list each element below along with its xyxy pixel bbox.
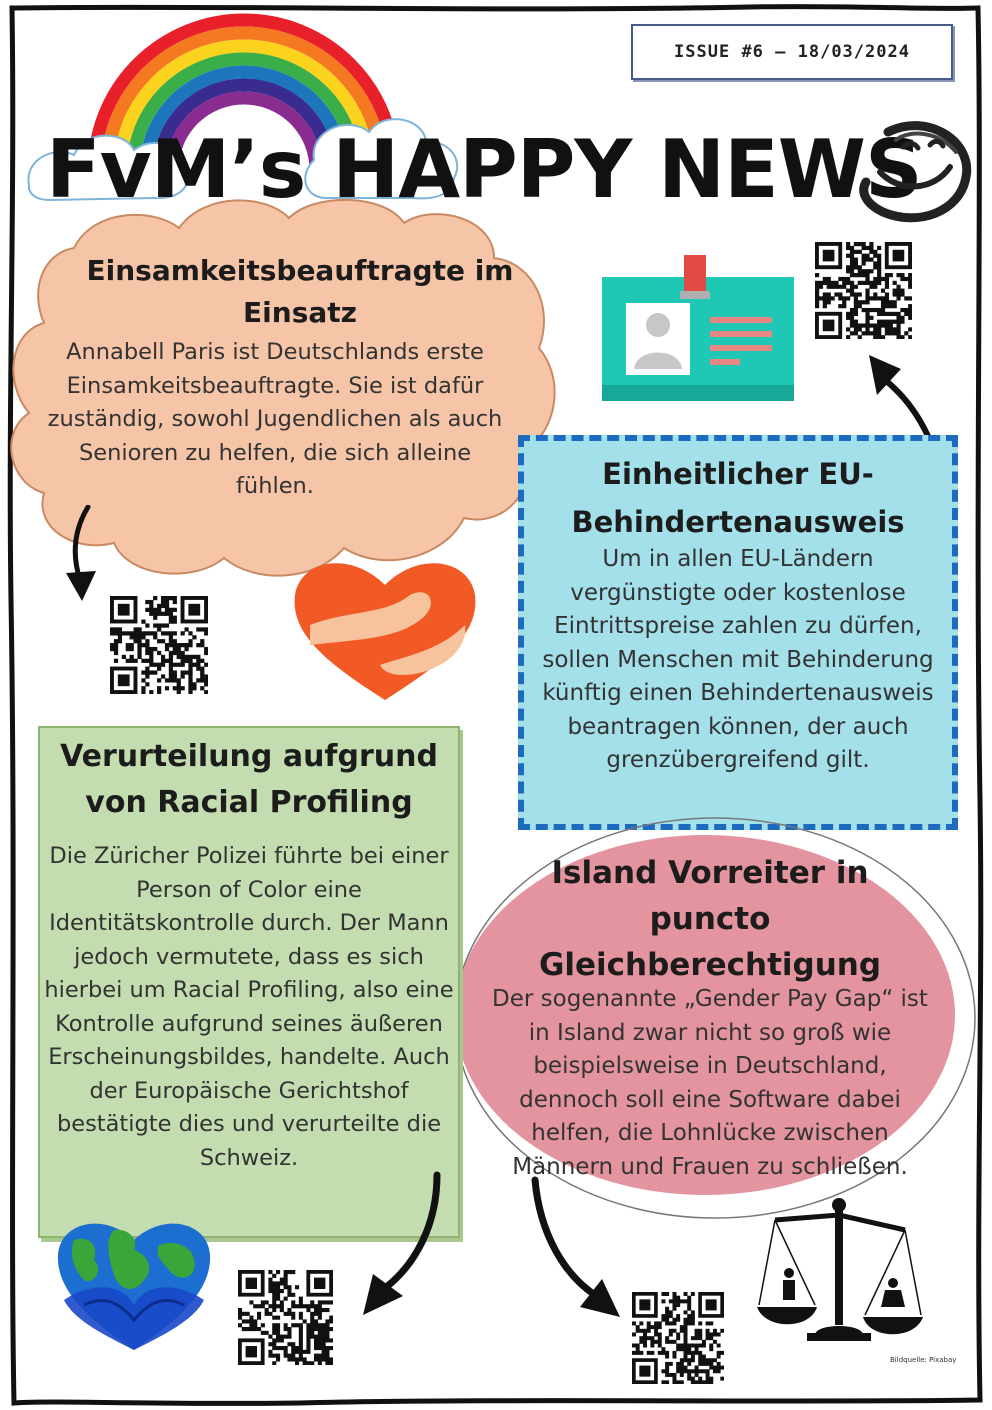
qr-code-icon <box>632 1292 724 1384</box>
article-3-headline: Verurteilung aufgrund von Racial Profiling <box>60 739 438 820</box>
arrow-icon <box>520 1175 630 1325</box>
arrow-icon <box>355 1170 455 1320</box>
qr-code-icon <box>238 1270 333 1365</box>
article-3-body: Die Züricher Polizei führte bei einer Person of Color eine Identitätskontrolle durch. Der Mann jedoch vermutete, dass es sich hierbei um Racial Profiling, also eine Kontrolle aufgrund seines äußeren Erscheinungsbildes, handelte. Auch der Europäische Gerichtshof bestätigte dies und verurteilte die Schweiz. <box>44 843 454 1171</box>
article-4-body: Der sogenannte „Gender Pay Gap“ ist in Island zwar nicht so groß wie beispielsweise in Deutschland, dennoch soll eine Software dabei helfen, die Lohnlücke zwischen Männern und Frauen zu schließen. <box>492 986 928 1180</box>
qr-code-icon <box>110 596 208 694</box>
issue-label: ISSUE #6 – 18/03/2024 <box>631 24 953 80</box>
article-1-body: Annabell Paris ist Deutschlands erste Einsamkeitsbeauftragte. Sie ist dafür zuständig, sowohl Jugendlichen als auch Senioren zu helfen, die sich alleine fühlen. <box>47 339 503 499</box>
article-1-headline: Einsamkeitsbeauftragte im Einsatz <box>86 254 514 329</box>
article-4-headline: Island Vorreiter in puncto Gleichberechtigung <box>538 855 882 983</box>
scales-icon <box>755 1195 925 1350</box>
id-card-icon <box>602 255 798 405</box>
arrow-icon <box>60 505 110 605</box>
heart-hug-icon <box>290 555 480 705</box>
smiley-icon <box>848 112 978 230</box>
image-credit: Bildquelle: Pixabay <box>890 1356 957 1364</box>
article-2-body: Um in allen EU-Ländern vergünstigte oder kostenlose Eintrittspreise zahlen zu dürfen, sollen Menschen mit Behinderung künftig einen Behindertenausweis beantragen können, der auch grenzübergreifend gilt. <box>542 546 934 773</box>
globe-heart-icon <box>54 1210 214 1355</box>
qr-code-icon <box>815 242 912 339</box>
article-2-headline: Einheitlicher EU-Behindertenausweis <box>571 457 905 539</box>
page-title: FvM’s HAPPY NEWS <box>46 123 922 216</box>
